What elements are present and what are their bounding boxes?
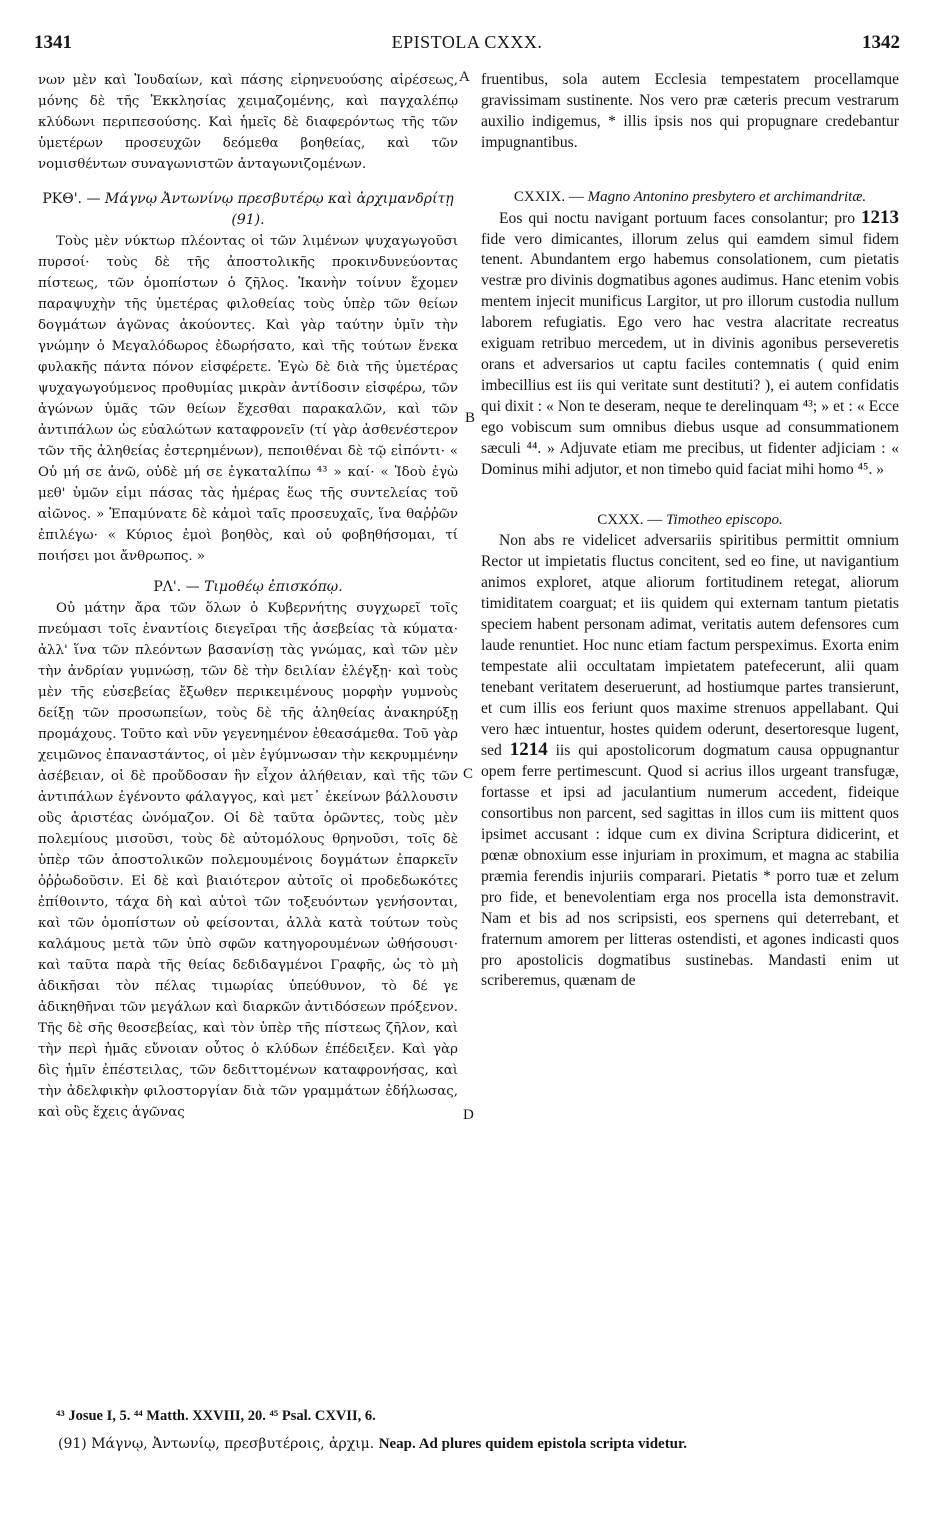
latin-heading-130-title: Timotheo episcopo. xyxy=(666,512,783,529)
scripture-footnotes: ⁴³ Josue I, 5. ⁴⁴ Matth. XXVIII, 20. ⁴⁵ Psal. CXVII, 6. xyxy=(56,1408,376,1424)
editorial-note-greek: Μάγνῳ, Ἀντωνίῳ, πρεσβυτέροις, ἀρχιμ. xyxy=(91,1436,375,1452)
margin-marker-a: A xyxy=(459,69,470,85)
latin-heading-129 xyxy=(481,187,899,208)
latin-heading-129-number: CXXIX. — xyxy=(513,188,584,205)
latin-paragraph-3-start: Non abs re videlicet adversariis spiritibus permittit omnium Rector ut impietatis fluctus concitent, sed eo fine, ut navigantium animos exploret, atque aliorum fortitudinem retegat, aliorum timiditatem coarguat; et iis quidem qui externam tantum pietatis speciem habent personam adimat, veritatis autem defensores cum laude renuntiet. Hoc nunc etiam factum perspeximus. Exorta enim tempestate alii occultatam impietatem patefecerunt, alii quam tenebant veritatem deseruerunt, ad hostiumque partes transierunt, et cum illis eos feriunt quos maxime strenuos appellabant. Qui vero hæc intuentur, hostes quidem oderunt, desertoresque lugent, sed xyxy=(481,532,899,760)
greek-paragraph-3: Οὐ μάτην ἄρα τῶν ὅλων ὁ Κυβερνήτης συγχωρεῖ τοῖς πνεύμασι τοῖς ἐναντίοις διεγεῖραι τῆς ἀσεβείας τὰ κύματα· ἀλλ' ἵνα τῶν πλεόντων βασανίσῃ τὰς γνώμας, καὶ τῶν μὲν τὴν ἀνδρίαν γυμνώσῃ, τῶν δὲ τὴν δειλίαν ἐλέγξῃ· καὶ τοὺς μὲν τῆς εὐσεβείας ἔξωθεν περικειμένους μορφὴν γυμνοὺς δείξῃ τῶν προσωπείων, τοὺς δὲ τῆς ἀληθείας ἀνακηρύξῃ προμάχους. Τοῦτο καὶ νῦν γεγενημένον ἐθεασάμεθα. Τοῦ γὰρ χειμῶνος ἐπαναστάντος, οἱ μὲν ἐγύμνωσαν τὴν κεκρυμμένην ἀσέβειαν, οἱ δὲ προὔδοσαν ἣν εἶχον ἀλήθειαν, καὶ τῆς τῶν ἀντιπάλων ἐγένοντο φάλαγγος, καὶ μετ᾽ ἐκείνων βάλλουσιν οὓς ἀριστέας ὠνόμαζον. Οἱ δὲ ταῦτα ὁρῶντες, τοὺς μὲν πολεμίους μισοῦσι, τοὺς δὲ αὐτομόλους θρηνοῦσι, τοῖς δὲ ὑπὲρ τῶν ἀποστολικῶν πολεμουμένοις δογμάτων ἐπαρκεῖν ὀῤῥωδοῦσιν. Εἰ δὲ καὶ βιαιότερον αὐτοῖς οἱ προδεδωκότες ἐπίθοιντο, τάχα δὴ καὶ αὐτοὶ τῶν τοξευόντων γενήσονται, καὶ τῶν ὁμοπίστων οὐ φείσονται, ἀλλὰ κατὰ τούτων τοὺς καλάμους μετὰ τῶν ὑπὸ σφῶν κατηγορουμένων ὠθήσουσι· καὶ ταῦτα παρὰ τῆς θείας δεδιδαγμένοι Γραφῆς, ὡς τὸ μὴ ἀδικῆσαι τὸν πέλας τιμωρίας ὑπεύθυνον, τὸ δέ γε ἀδικηθῆναι τῶν μεγάλων καὶ διαρκῶν ἀντιδόσεων πρόξενον. Τῆς δὲ σῆς θεοσεβείας, καὶ τὸν ὑπὲρ τῆς πίστεως ζῆλον, καὶ τὴν περὶ ἡμᾶς εὔνοιαν οὗτος ὁ κλύδων ἐπέδειξεν. Καὶ γὰρ δὶς ἡμῖν ἐπέστειλας, τῶν δεδιττομένων καταφρονήσας, καὶ τὴν ἀδελφικὴν φιλοστοργίαν διὰ τῶν γραμμάτων ἐδήλωσας, καὶ οὓς ἔχεις ἀγῶνας xyxy=(38,601,458,1120)
latin-paragraph-2-rest: fide vero dimicantes, illorum zelus qui eamdem simul fidem tenent. Abundantem ergo habemus consolationem, cum pietatis vestræ pro divinis dogmatibus agones audimus. Hanc etenim vobis mentem injecit munificus Largitor, ut pro illorum custodia nullum laborem refugiatis. Ego vero hac vestra alacritate recreatus exiguam retribuo mercedem, ut in divinis agonibus perseveretis orans et adversarios ut captu faciles contemnatis ( quid enim imbecillius est iis qui veritate sunt destituti? ), ei autem confidatis qui dixit : « Non te deseram, neque te derelinquam ⁴³; » et : « Ecce ego vobiscum sum omnibus diebus usque ad consummationem sæculi ⁴⁴. » Adjuvate etiam me precibus, ut fidenter adjiciam : « Dominus mihi adjutor, et non timebo quid faciat mihi homo ⁴⁵. » xyxy=(481,230,899,478)
greek-heading-130-title: Τιμοθέῳ ἐπισκόπῳ. xyxy=(204,579,343,595)
running-title: EPISTOLA CXXX. xyxy=(391,32,543,52)
column-number-1213: 1213 xyxy=(861,206,899,228)
latin-paragraph-3 xyxy=(481,531,899,992)
greek-heading-129-title: Μάγνῳ Ἀντωνίνῳ πρεσβυτέρῳ καὶ ἀρχιμανδρίτῃ (91). xyxy=(104,191,454,228)
editorial-note-latin: Neap. Ad plures quidem epistola scripta videtur. xyxy=(378,1436,688,1452)
latin-column xyxy=(481,70,899,992)
latin-heading-130-number: CXXX. — xyxy=(597,512,663,529)
column-number-1214: 1214 xyxy=(509,739,548,761)
margin-marker-c: C xyxy=(463,766,474,782)
greek-heading-130 xyxy=(38,577,458,598)
greek-heading-129-number: ΡΚΘ'. — xyxy=(42,191,101,207)
greek-heading-130-number: ΡΛ'. — xyxy=(153,579,200,595)
greek-paragraph-2: Τοὺς μὲν νύκτωρ πλέοντας οἱ τῶν λιμένων ψυχαγωγοῦσι πυρσοί· τοὺς δὲ τῆς ἀποστολικῆς προκινδυνεύοντας πίστεως, τῶν ὁμοπίστων ὁ ζῆλος. Ἱκανὴν τοίνυν ἔχομεν παραψυχὴν τῆς ὑμετέρας φιλοθείας τοὺς ὑπὲρ τῶν θείων δογμάτων ἀγῶνας ἀκούοντες. Καὶ γὰρ ταύτην ὑμῖν τὴν γνώμην ὁ Μεγαλόδωρος ἐδωρήσατο, καὶ τῆς τούτων ἕνεκα φυλακῆς πάντα πόνον εἰσφέρετε. Ἐγὼ δὲ διὰ τῆς ὑμετέρας ψυχαγωγούμενος προθυμίας μικρὰν ἀντίδοσιν εἰσφέρω, τῶν ἀγώνων ὑμᾶς τῶν θείων ἔχεσθαι παρακαλῶν, καὶ τῶν ἀντιπάλων ὡς εὐαλώτων καταφρονεῖν (τί γὰρ ἀσθενέστερον τῶν τῆς ἀληθείας ἐστερημένων), πεποιθέναι δὲ τῷ εἰπόντι· « Οὐ μή σε ἀνῶ, οὐδὲ μή σε ἐγκαταλίπω ⁴³ » καί· « Ἰδοὺ ἐγὼ μεθ' ὑμῶν εἰμι πάσας τὰς ἡμέρας ἕως τῆς συντελείας τοῦ αἰῶνος. » Ἐπαμύνατε δὲ κἀμοὶ ταῖς προσευχαῖς, ἵνα θαῤῥῶν ἐπιλέγω· « Κύριος ἐμοὶ βοηθὸς, καὶ οὐ φοβηθήσομαι, τί ποιήσει μοι ἄνθρωπος. » xyxy=(38,234,458,564)
latin-paragraph-2 xyxy=(481,208,899,481)
editorial-note xyxy=(58,1436,687,1453)
editorial-note-number: (91) xyxy=(58,1436,87,1452)
margin-marker-b: B xyxy=(465,410,476,426)
page-number-left: 1341 xyxy=(34,32,72,53)
greek-heading-129 xyxy=(38,189,458,231)
latin-heading-129-title: Magno Antonino presbytero et archimandritæ. xyxy=(587,188,867,205)
greek-paragraph-1: νων μὲν καὶ Ἰουδαίων, καὶ πάσης εἰρηνευούσης αἱρέσεως, μόνης δὲ τῆς Ἐκκλησίας χειμαζομένης, καὶ παγχαλέπῳ κλύδωνι περιπεσούσης. Καὶ ἡμεῖς δὲ διαφερόντως τῆς τῶν ὑμετέρων προσευχῶν δεόμεθα βοηθείας, καὶ τῶν νομισθέντων συναγωνιστῶν ἀνταγωνιζομένων. xyxy=(38,73,458,172)
greek-column xyxy=(38,70,458,1123)
margin-marker-d: D xyxy=(463,1107,474,1123)
page-number-right: 1342 xyxy=(862,32,900,53)
page-header xyxy=(34,32,900,62)
latin-paragraph-3-rest: iis qui apostolicorum dogmatum causa oppugnantur opem ferre pertimescunt. Quod si acrius illos urgeant transfugæ, fortasse et ipsi ad jaculantium numerum accedent, fideique consortibus non parcent, sed sagittas in illos cum iis mittent quos ipsimet accusant : idque cum ex divina Scriptura didicerint, et pœnæ obnoxium esse injuriam in proximum, et magna ac stabilia præmia ferendis injuriis comparari. Pietatis * porro tuæ et zelum pro fide, et benevolentiam erga nos procella ista demonstravit. Nam et bis ad nos scripsisti, eos spernens qui deterrebant, et fraternum amorem per litteras ostendisti, et agones indicasti quos pro apostolicis dogmatibus sustinebas. Mandasti enim ut scriberemus, quænam de xyxy=(481,742,899,990)
latin-paragraph-2-start: Eos qui noctu navigant portuum faces consolantur; pro xyxy=(499,209,856,227)
latin-heading-130 xyxy=(481,510,899,531)
latin-paragraph-1: fruentibus, sola autem Ecclesia tempestatem procellamque gravissimam sustinente. Nos vero præ cæteris precum vestrarum auxilio indigemus, * illis ipsis nos qui propugnare credebantur impugnantibus. xyxy=(481,71,899,151)
